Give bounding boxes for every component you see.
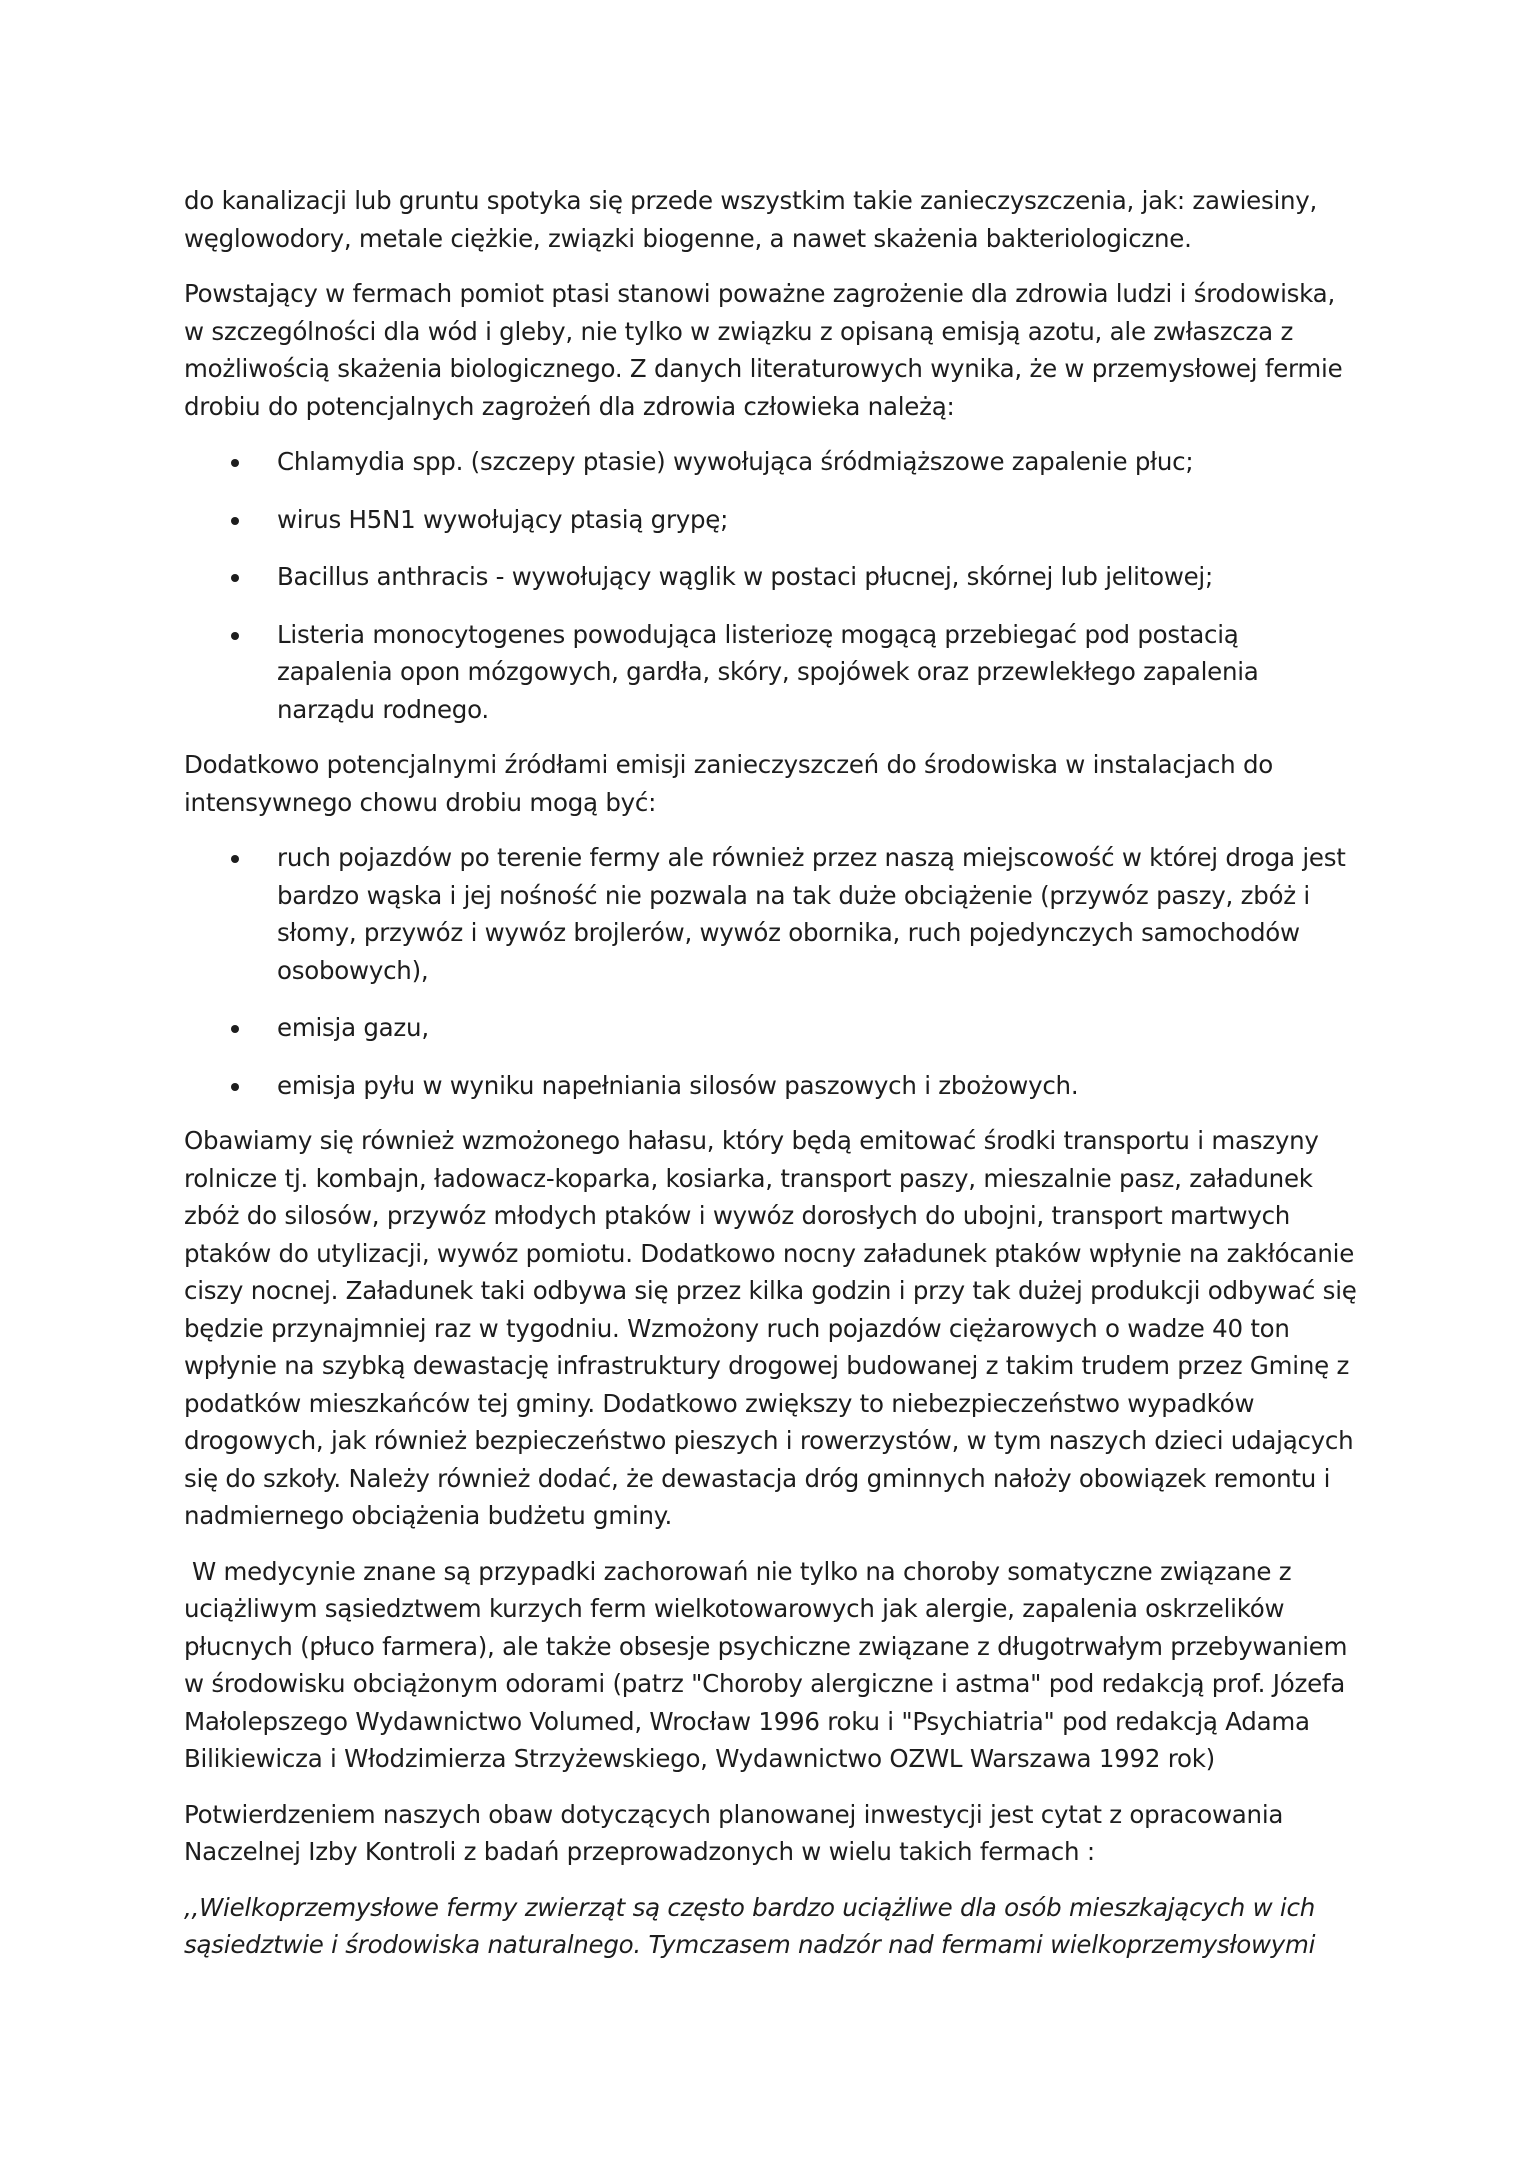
list-item-text: emisja gazu, <box>277 1013 429 1042</box>
list-item <box>184 839 1359 989</box>
bullet-icon <box>231 1083 239 1091</box>
paragraph-nik-citation-intro: Potwierdzeniem naszych obaw dotyczących planowanej inwestycji jest cytat z opracowania Naczelnej Izby Kontroli z badań przeprowadzonych w wielu takich fermach : <box>184 1799 1284 1866</box>
list-item-text: emisja pyłu w wyniku napełniania silosów paszowych i zbożowych. <box>277 1070 1079 1100</box>
list-item <box>184 558 1359 596</box>
nik-quote: ,,Wielkoprzemysłowe fermy zwierząt są często bardzo uciążliwe dla osób mieszkających w ich sąsiedztwie i środowiska naturalnego. Tymczasem nadzór nad fermami wielkoprzemysłowymi <box>184 1892 1316 1959</box>
list-item <box>184 1009 1359 1047</box>
list-item-text: Bacillus anthracis - wywołujący wąglik w postaci płucnej, skórnej lub jelitowej; <box>277 562 1213 591</box>
list-item <box>184 616 1359 729</box>
list-item-text: wirus H5N1 wywołujący ptasią grypę; <box>277 504 729 534</box>
list-item <box>184 1067 1359 1105</box>
bullet-icon <box>231 459 239 467</box>
list-item-text: Listeria monocytogenes powodująca listeriozę mogącą przebiegać pod postacią zapalenia opon mózgowych, gardła, skóry, spojówek oraz przewlekłego zapalenia narządu rodnego. <box>277 619 1259 724</box>
list-item-text: ruch pojazdów po terenie fermy ale również przez naszą miejscowość w której droga jest bardzo wąska i jej nośność nie pozwala na tak duże obciążenie (przywóz paszy, zbóż i słomy, przywóz i wywóz brojlerów, wywóz obornika, ruch pojedynczych samochodów osobowych), <box>277 843 1346 985</box>
bullet-icon <box>231 855 239 863</box>
document-page <box>184 182 1359 1964</box>
paragraph-noise-concerns: Obawiamy się również wzmożonego hałasu, który będą emitować środki transportu i maszyny rolnicze tj. kombajn, ładowacz-koparka, kosiarka, transport paszy, mieszalnie pasz, załadunek zbóż do silosów, przywóz młodych ptaków i wywóz dorosłych do ubojni, transport martwych ptaków do utylizacji, wywóz pomiotu. Dodatkowo nocny załadunek ptaków wpłynie na zakłócanie ciszy nocnej. Załadunek taki odbywa się przez kilka godzin i przy tak dużej produkcji odbywać się będzie przynajmniej raz w tygodniu. Wzmożony ruch pojazdów ciężarowych o wadze 40 ton wpłynie na szybką dewastację infrastruktury drogowej budowanej z takim trudem przez Gminę z podatków mieszkańców tej gminy. Dodatkowo zwiększy to niebezpieczeństwo wypadków drogowych, jak również bezpieczeństwo pieszych i rowerzystów, w tym naszych dzieci udających się do szkoły. Należy również dodać, że dewastacja dróg gminnych nałoży obowiązek remontu i nadmiernego obciążenia budżetu gminy. <box>184 1126 1357 1530</box>
bullet-icon <box>231 1025 239 1033</box>
paragraph-medical-cases: W medycynie znane są przypadki zachorowań nie tylko na choroby somatyczne związane z uciążliwym sąsiedztwem kurzych ferm wielkotowarowych jak alergie, zapalenia oskrzelików płucnych (płuco farmera), ale także obsesje psychiczne związane z długotrwałym przebywaniem w środowisku obciążonym odorami (patrz "Choroby alergiczne i astma" pod redakcją prof. Józefa Małolepszego Wydawnictwo Volumed, Wrocław 1996 roku i "Psychiatria" pod redakcją Adama Bilikiewicza i Włodzimierza Strzyżewskiego, Wydawnictwo OZWL Warszawa 1992 rok) <box>184 1556 1348 1773</box>
emission-sources-list <box>184 839 1359 1104</box>
list-item <box>184 501 1359 539</box>
list-item-text: Chlamydia spp. (szczepy ptasie) wywołująca śródmiąższowe zapalenie płuc; <box>277 447 1194 476</box>
list-item <box>184 443 1359 481</box>
bullet-icon <box>231 574 239 582</box>
paragraph-emission-sources: Dodatkowo potencjalnymi źródłami emisji zanieczyszczeń do środowiska w instalacjach do intensywnego chowu drobiu mogą być: <box>184 750 1274 817</box>
paragraph-poultry-manure-threat: Powstający w fermach pomiot ptasi stanowi poważne zagrożenie dla zdrowia ludzi i środowiska, w szczególności dla wód i gleby, nie tylko w związku z opisaną emisją azotu, ale zwłaszcza z możliwością skażenia biologicznego. Z danych literaturowych wynika, że w przemysłowej fermie drobiu do potencjalnych zagrożeń dla zdrowia człowieka należą: <box>184 279 1343 421</box>
bullet-icon <box>231 632 239 640</box>
health-threats-list <box>184 443 1359 728</box>
bullet-icon <box>231 517 239 525</box>
paragraph-wastewater-pollutants: do kanalizacji lub gruntu spotyka się przede wszystkim takie zanieczyszczenia, jak: zawiesiny, węglowodory, metale ciężkie, związki biogenne, a nawet skażenia bakteriologiczne. <box>184 186 1318 253</box>
